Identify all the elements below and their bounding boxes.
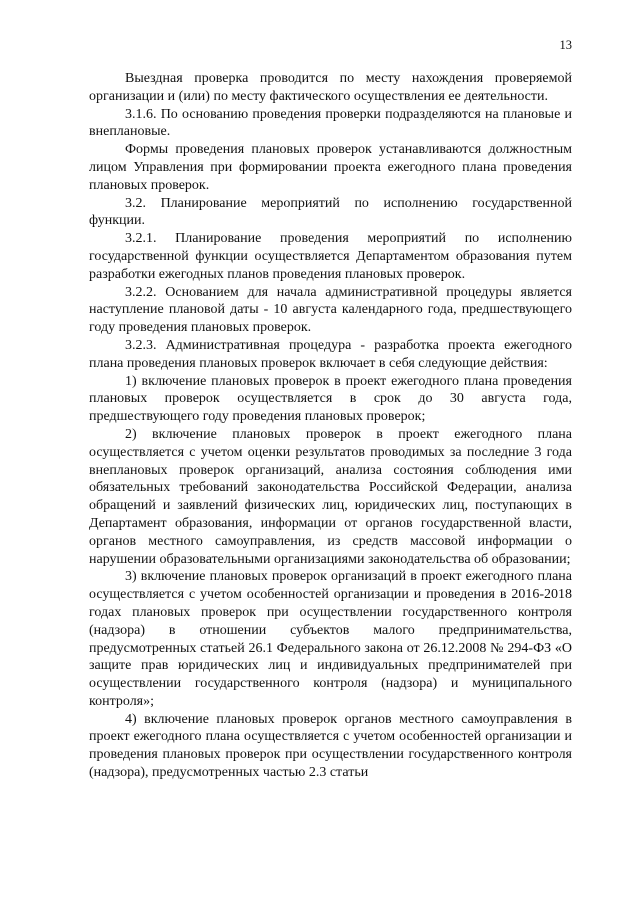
- list-item-2: 2) включение плановых проверок в проект ежегодного плана осуществляется с учетом оценки результатов проводимых за последние 3 года внеплановых проверок организаций, анализа состояния соблюдения ими обязательных требований законодательства Российской Федерации, анализа обращений и заявлений физических лиц, юридических лиц, поступающих в Департамент образования, информации от органов государственной власти, органов местного самоуправления, из средств массовой информации о нарушении образовательными организациями законодательства об образовании;: [89, 426, 572, 567]
- paragraph-3-2-1: 3.2.1. Планирование проведения мероприятий по исполнению государственной функции осуществляется Департаментом образования путем разработки ежегодных планов проведения плановых проверок.: [89, 231, 572, 282]
- paragraph-3-1-6: 3.1.6. По основанию проведения проверки подразделяются на плановые и внеплановые.: [89, 106, 572, 140]
- paragraph-3-2-3: 3.2.3. Административная процедура - разработка проекта ежегодного плана проведения плановых проверок включает в себя следующие действия:: [89, 337, 572, 371]
- list-item-1: 1) включение плановых проверок в проект ежегодного плана проведения плановых проверок осуществляется в срок до 30 августа года, предшествующего году проведения плановых проверок;: [89, 373, 572, 425]
- page-number: 13: [559, 38, 572, 52]
- paragraph-3-2-2: 3.2.2. Основанием для начала административной процедуры является наступление плановой даты - 10 августа календарного года, предшествующего году проведения плановых проверок.: [89, 284, 572, 336]
- paragraph-inspection-forms: Формы проведения плановых проверок устанавливаются должностным лицом Управления при формировании проекта ежегодного плана проведения плановых проверок.: [89, 142, 572, 193]
- paragraph-3-2: 3.2. Планирование мероприятий по исполнению государственной функции.: [89, 195, 572, 229]
- list-item-4: 4) включение плановых проверок органов местного самоуправления в проект ежегодного плана осуществляется с учетом особенностей организации и проведения плановых проверок при осуществлении государственного контроля (надзора), предусмотренных частью 2.3 статьи: [89, 711, 572, 781]
- document-body: [89, 70, 572, 782]
- paragraph-onsite-inspection: Выездная проверка проводится по месту нахождения проверяемой организации и (или) по месту фактического осуществления ее деятельности.: [89, 71, 572, 104]
- list-item-3: 3) включение плановых проверок организаций в проект ежегодного плана осуществляется с учетом особенностей организации и проведения в 2016-2018 годах плановых проверок при осуществлении государственного контроля (надзора) в отношении субъектов малого предпринимательства, предусмотренных статьей 26.1 Федерального закона от 26.12.2008 № 294-ФЗ «О защите прав юридических лиц и индивидуальных предпринимателей при осуществлении государственного контроля (надзора) и муниципального контроля»;: [89, 569, 572, 709]
